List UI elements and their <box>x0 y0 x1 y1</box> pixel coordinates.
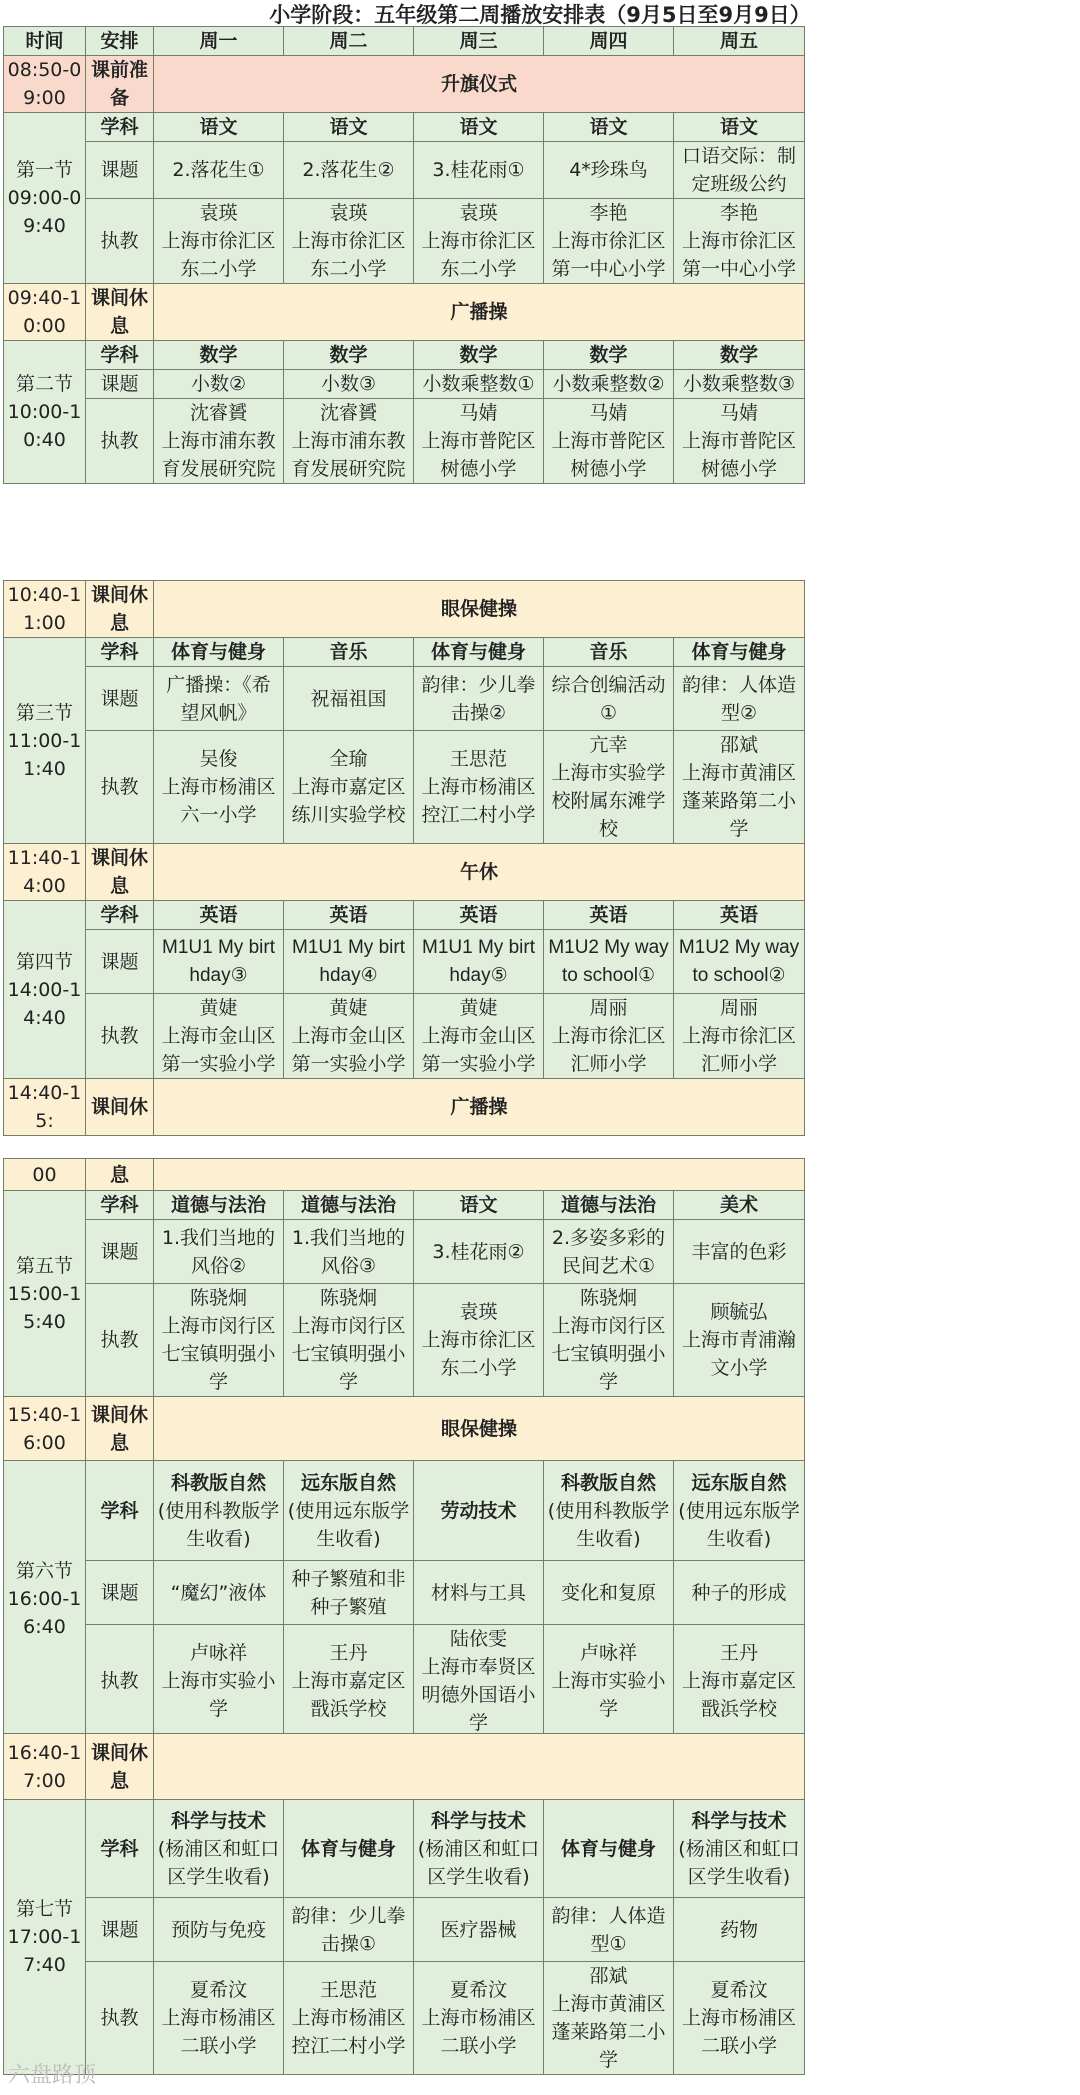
teacher-cell <box>414 1625 544 1738</box>
teacher-cell <box>544 1962 674 2075</box>
page-title: 小学阶段：五年级第二周播放安排表（9月5日至9月9日） <box>269 3 811 27</box>
teacher-name: 陈骁炯 <box>319 1287 377 1309</box>
period-3-teacher-row <box>4 731 805 844</box>
break-activity: 升旗仪式 <box>154 56 805 113</box>
teacher-name: 吴俊 <box>199 748 238 770</box>
period-5-cell <box>4 1191 86 1397</box>
subject-cell: 数学 <box>674 341 805 370</box>
break-time: 14:40-15: <box>4 1079 86 1136</box>
teacher-cell <box>544 199 674 284</box>
teacher-name: 卢咏祥 <box>579 1642 637 1664</box>
period-1-teacher-row <box>4 199 805 284</box>
period-6-teacher-row <box>4 1625 805 1738</box>
subject-cell: 数学 <box>154 341 284 370</box>
topic-cell: 种子的形成 <box>674 1561 805 1625</box>
period-time: 15:00-15:40 <box>7 1282 82 1333</box>
subject-cell: 语文 <box>414 1191 544 1220</box>
teacher-school: 上海市浦东教育发展研究院 <box>291 430 406 480</box>
teacher-cell <box>544 1284 674 1397</box>
subject-cell: 道德与法治 <box>544 1191 674 1220</box>
teacher-school: 上海市黄浦区蓬莱路第二小学 <box>551 1993 666 2071</box>
teacher-school: 上海市闵行区七宝镇明强小学 <box>161 1315 276 1393</box>
teacher-cell <box>414 731 544 844</box>
subject-cell <box>674 1461 805 1561</box>
teacher-name: 袁瑛 <box>199 202 238 224</box>
break-row <box>4 1734 805 1800</box>
subject-cell: 体育与健身 <box>154 638 284 667</box>
label-subject: 学科 <box>86 1461 154 1561</box>
topic-cell: 4*珍珠鸟 <box>544 142 674 199</box>
period-2-topic-row <box>4 370 805 399</box>
period-name: 第六节 <box>15 1560 73 1582</box>
period-time: 16:00-16:40 <box>7 1588 82 1638</box>
teacher-school: 上海市徐汇区东二小学 <box>421 230 536 280</box>
subject-cell: 数学 <box>414 341 544 370</box>
subject-cell <box>674 1800 805 1898</box>
break-type: 课间休息 <box>86 581 154 638</box>
subject-name: 远东版自然 <box>691 1471 787 1494</box>
topic-cell: 3.桂花雨① <box>414 142 544 199</box>
topic-cell: 材料与工具 <box>414 1561 544 1625</box>
subject-cell: 英语 <box>284 901 414 930</box>
subject-cell: 道德与法治 <box>154 1191 284 1220</box>
teacher-school: 上海市金山区第一实验小学 <box>421 1025 536 1075</box>
teacher-name: 王思范 <box>449 748 507 770</box>
header-tuesday: 周二 <box>284 27 414 56</box>
period-5-teacher-row <box>4 1284 805 1397</box>
watermark-logo: 六盘路顶 <box>8 2063 97 2088</box>
topic-cell: 广播操：《希望风帆》 <box>154 667 284 731</box>
teacher-name: 顾毓弘 <box>710 1301 768 1323</box>
subject-cell: 音乐 <box>544 638 674 667</box>
teacher-cell <box>414 199 544 284</box>
teacher-school: 上海市实验学校附属东滩学校 <box>551 762 666 840</box>
header-time: 时间 <box>4 27 86 56</box>
teacher-cell <box>284 1284 414 1397</box>
teacher-school: 上海市普陀区树德小学 <box>681 430 796 480</box>
period-name: 第四节 <box>15 950 73 973</box>
period-name: 第一节 <box>15 159 73 181</box>
break-row <box>4 1079 805 1136</box>
topic-cell: 2.落花生② <box>284 142 414 199</box>
teacher-cell <box>284 1962 414 2075</box>
topic-cell: 2.落花生① <box>154 142 284 199</box>
subject-cell: 语文 <box>544 113 674 142</box>
subject-note: (使用科教版学生收看) <box>157 1499 280 1550</box>
teacher-name: 马婧 <box>719 402 758 424</box>
subject-cell: 美术 <box>674 1191 805 1220</box>
topic-cell: 药物 <box>674 1898 805 1962</box>
break-activity <box>154 1734 805 1800</box>
period-1-topic-row <box>4 142 805 199</box>
topic-cell: “魔幻”液体 <box>154 1561 284 1625</box>
topic-cell: 祝福祖国 <box>284 667 414 731</box>
subject-note: (使用远东版学生收看) <box>678 1499 800 1550</box>
schedule-table-part-4 <box>3 1733 805 2075</box>
subject-cell <box>154 1461 284 1561</box>
teacher-school: 上海市奉贤区明德外国语小学 <box>421 1656 536 1734</box>
teacher-cell <box>674 399 805 484</box>
teacher-school: 上海市闵行区七宝镇明强小学 <box>291 1315 406 1393</box>
period-2-cell <box>4 341 86 484</box>
teacher-school: 上海市徐汇区东二小学 <box>291 230 406 280</box>
topic-cell: 小数乘整数② <box>544 370 674 399</box>
teacher-cell <box>674 1284 805 1397</box>
teacher-cell <box>544 731 674 844</box>
subject-cell: 体育与健身 <box>284 1800 414 1898</box>
teacher-cell <box>414 1284 544 1397</box>
teacher-name: 王思范 <box>319 1979 377 2001</box>
break-type: 课间休息 <box>86 284 154 341</box>
teacher-name: 黄婕 <box>459 997 498 1019</box>
subject-cell: 体育与健身 <box>674 638 805 667</box>
period-time: 10:00-10:40 <box>7 401 82 451</box>
label-teacher: 执教 <box>86 1962 154 2075</box>
subject-name: 科学与技术 <box>691 1809 787 1832</box>
break-activity-empty <box>154 1159 805 1191</box>
break-row <box>4 56 805 113</box>
break-activity: 广播操 <box>154 1079 805 1136</box>
teacher-school: 上海市杨浦区六一小学 <box>161 776 276 826</box>
period-name: 第三节 <box>15 701 73 724</box>
break-time: 09:40-10:00 <box>4 284 86 341</box>
topic-cell: M1U2 My way to school① <box>544 930 674 994</box>
period-2-teacher-row <box>4 399 805 484</box>
teacher-name: 沈睿贇 <box>189 402 247 424</box>
subject-cell <box>414 1800 544 1898</box>
subject-cell: 体育与健身 <box>544 1800 674 1898</box>
period-time: 09:00-09:40 <box>7 187 82 237</box>
teacher-name: 沈睿贇 <box>319 402 377 424</box>
teacher-name: 李艳 <box>589 202 628 224</box>
teacher-name: 夏希汶 <box>449 1979 507 2001</box>
period-time: 14:00-14:40 <box>7 978 82 1029</box>
topic-cell: 预防与免疫 <box>154 1898 284 1962</box>
teacher-cell <box>154 1284 284 1397</box>
subject-cell: 语文 <box>284 113 414 142</box>
subject-cell: 道德与法治 <box>284 1191 414 1220</box>
subject-name: 远东版自然 <box>300 1471 396 1494</box>
label-subject: 学科 <box>86 1191 154 1220</box>
topic-cell: 小数乘整数① <box>414 370 544 399</box>
topic-cell: M1U2 My way to school② <box>674 930 805 994</box>
teacher-school: 上海市杨浦区控江二村小学 <box>421 776 536 826</box>
teacher-name: 马婧 <box>589 402 628 424</box>
subject-cell: 劳动技术 <box>414 1461 544 1561</box>
break-time: 10:40-11:00 <box>4 581 86 638</box>
teacher-cell <box>154 731 284 844</box>
teacher-cell <box>284 199 414 284</box>
teacher-name: 周丽 <box>719 997 758 1019</box>
teacher-school: 上海市浦东教育发展研究院 <box>161 430 276 480</box>
teacher-name: 全瑜 <box>329 748 368 770</box>
label-topic: 课题 <box>86 1561 154 1625</box>
break-row <box>4 284 805 341</box>
teacher-school: 上海市徐汇区第一中心小学 <box>681 230 796 280</box>
teacher-school: 上海市徐汇区汇师小学 <box>551 1025 666 1075</box>
teacher-school: 上海市杨浦区二联小学 <box>681 2007 796 2057</box>
header-friday: 周五 <box>674 27 805 56</box>
subject-cell: 体育与健身 <box>414 638 544 667</box>
topic-cell: 2.多姿多彩的民间艺术① <box>544 1220 674 1284</box>
subject-cell: 英语 <box>544 901 674 930</box>
topic-cell: 小数乘整数③ <box>674 370 805 399</box>
label-teacher: 执教 <box>86 199 154 284</box>
teacher-cell <box>154 399 284 484</box>
teacher-cell <box>284 994 414 1079</box>
schedule-table-part-1 <box>3 26 805 484</box>
subject-cell: 英语 <box>154 901 284 930</box>
period-name: 第五节 <box>15 1254 73 1277</box>
teacher-name: 马婧 <box>459 402 498 424</box>
label-subject: 学科 <box>86 638 154 667</box>
teacher-school: 上海市青浦瀚文小学 <box>681 1329 796 1379</box>
subject-name: 科教版自然 <box>170 1471 266 1494</box>
period-5-topic-row <box>4 1220 805 1284</box>
break-activity: 广播操 <box>154 284 805 341</box>
break-type: 课间休息 <box>86 844 154 901</box>
teacher-cell <box>154 994 284 1079</box>
break-type: 课前准备 <box>86 56 154 113</box>
subject-note: (使用远东版学生收看) <box>287 1499 410 1550</box>
teacher-school: 上海市实验小学 <box>551 1670 666 1720</box>
teacher-name: 袁瑛 <box>459 1301 498 1323</box>
break-type: 课间休息 <box>86 1397 154 1461</box>
teacher-cell <box>284 399 414 484</box>
teacher-name: 夏希汶 <box>189 1979 247 2001</box>
teacher-cell <box>154 1962 284 2075</box>
teacher-school: 上海市普陀区树德小学 <box>551 430 666 480</box>
subject-cell: 数学 <box>284 341 414 370</box>
teacher-school: 上海市杨浦区控江二村小学 <box>291 2007 406 2057</box>
teacher-school: 上海市闵行区七宝镇明强小学 <box>551 1315 666 1393</box>
label-topic: 课题 <box>86 1220 154 1284</box>
subject-cell <box>544 1461 674 1561</box>
teacher-school: 上海市杨浦区二联小学 <box>161 2007 276 2057</box>
subject-cell: 语文 <box>674 113 805 142</box>
period-1-subject-row <box>4 113 805 142</box>
label-teacher: 执教 <box>86 1284 154 1397</box>
topic-cell: 韵律：人体造型② <box>674 667 805 731</box>
teacher-name: 王丹 <box>719 1642 758 1664</box>
subject-name: 科学与技术 <box>170 1809 266 1832</box>
period-6-topic-row <box>4 1561 805 1625</box>
label-topic: 课题 <box>86 142 154 199</box>
header-wednesday: 周三 <box>414 27 544 56</box>
header-row <box>4 27 805 56</box>
topic-cell: 韵律：少儿拳击操② <box>414 667 544 731</box>
topic-cell: 丰富的色彩 <box>674 1220 805 1284</box>
break-time: 08:50-09:00 <box>4 56 86 113</box>
period-3-topic-row <box>4 667 805 731</box>
teacher-cell <box>544 1625 674 1738</box>
teacher-name: 邵斌 <box>719 734 758 756</box>
topic-cell: 小数② <box>154 370 284 399</box>
period-7-subject-row <box>4 1800 805 1898</box>
topic-cell: 医疗器械 <box>414 1898 544 1962</box>
header-arrangement: 安排 <box>86 27 154 56</box>
teacher-name: 李艳 <box>719 202 758 224</box>
period-1-cell <box>4 113 86 284</box>
break-type: 息 <box>86 1159 154 1191</box>
topic-cell: 3.桂花雨② <box>414 1220 544 1284</box>
period-3-subject-row <box>4 638 805 667</box>
teacher-name: 王丹 <box>329 1642 368 1664</box>
label-teacher: 执教 <box>86 731 154 844</box>
teacher-cell <box>674 1625 805 1738</box>
teacher-school: 上海市杨浦区二联小学 <box>421 2007 536 2057</box>
label-subject: 学科 <box>86 1800 154 1898</box>
break-row-continued <box>4 1159 805 1191</box>
topic-cell: M1U1 My birthday④ <box>284 930 414 994</box>
schedule-table-part-3 <box>3 1158 805 1738</box>
teacher-school: 上海市嘉定区戬浜学校 <box>681 1670 796 1720</box>
teacher-school: 上海市黄浦区蓬莱路第二小学 <box>681 762 796 840</box>
teacher-name: 周丽 <box>589 997 628 1019</box>
subject-cell: 数学 <box>544 341 674 370</box>
break-row <box>4 844 805 901</box>
topic-cell: 种子繁殖和非种子繁殖 <box>284 1561 414 1625</box>
subject-note: (杨浦区和虹口区学生收看) <box>157 1837 280 1888</box>
period-7-topic-row <box>4 1898 805 1962</box>
label-teacher: 执教 <box>86 994 154 1079</box>
teacher-cell <box>544 994 674 1079</box>
subject-name: 科教版自然 <box>560 1471 656 1494</box>
break-time: 11:40-14:00 <box>4 844 86 901</box>
period-7-cell <box>4 1800 86 2075</box>
teacher-name: 袁瑛 <box>329 202 368 224</box>
teacher-school: 上海市实验小学 <box>161 1670 276 1720</box>
topic-cell: M1U1 My birthday③ <box>154 930 284 994</box>
teacher-cell <box>154 199 284 284</box>
teacher-cell <box>414 399 544 484</box>
period-7-teacher-row <box>4 1962 805 2075</box>
subject-cell: 英语 <box>414 901 544 930</box>
topic-cell: 变化和复原 <box>544 1561 674 1625</box>
teacher-cell <box>414 1962 544 2075</box>
teacher-school: 上海市普陀区树德小学 <box>421 430 536 480</box>
teacher-name: 邵斌 <box>589 1965 628 1987</box>
period-6-subject-row <box>4 1461 805 1561</box>
teacher-school: 上海市金山区第一实验小学 <box>161 1025 276 1075</box>
teacher-cell <box>674 199 805 284</box>
teacher-cell <box>674 994 805 1079</box>
period-name: 第七节 <box>15 1898 73 1920</box>
teacher-cell <box>544 399 674 484</box>
subject-note: (杨浦区和虹口区学生收看) <box>678 1837 800 1888</box>
label-subject: 学科 <box>86 113 154 142</box>
topic-cell: 韵律：人体造型① <box>544 1898 674 1962</box>
period-name: 第二节 <box>15 373 73 395</box>
topic-cell: 1.我们当地的风俗② <box>154 1220 284 1284</box>
subject-note: (杨浦区和虹口区学生收看) <box>417 1837 540 1888</box>
break-time: 00 <box>4 1159 86 1191</box>
subject-name: 科学与技术 <box>430 1809 526 1832</box>
period-4-subject-row <box>4 901 805 930</box>
break-activity: 眼保健操 <box>154 1397 805 1461</box>
teacher-school: 上海市嘉定区练川实验学校 <box>291 776 406 826</box>
label-subject: 学科 <box>86 901 154 930</box>
teacher-cell <box>674 731 805 844</box>
teacher-name: 陈骁炯 <box>189 1287 247 1309</box>
teacher-school: 上海市徐汇区汇师小学 <box>681 1025 796 1075</box>
teacher-school: 上海市徐汇区东二小学 <box>161 230 276 280</box>
label-topic: 课题 <box>86 370 154 399</box>
subject-cell <box>154 1800 284 1898</box>
topic-cell: 综合创编活动① <box>544 667 674 731</box>
label-topic: 课题 <box>86 930 154 994</box>
period-4-cell <box>4 901 86 1079</box>
schedule-table-part-2 <box>3 580 805 1136</box>
header-monday: 周一 <box>154 27 284 56</box>
label-topic: 课题 <box>86 1898 154 1962</box>
teacher-name: 黄婕 <box>329 997 368 1019</box>
label-subject: 学科 <box>86 341 154 370</box>
topic-cell: M1U1 My birthday⑤ <box>414 930 544 994</box>
teacher-name: 陈骁炯 <box>579 1287 637 1309</box>
period-2-subject-row <box>4 341 805 370</box>
teacher-school: 上海市嘉定区戬浜学校 <box>291 1670 406 1720</box>
break-activity: 眼保健操 <box>154 581 805 638</box>
header-thursday: 周四 <box>544 27 674 56</box>
label-topic: 课题 <box>86 667 154 731</box>
break-type: 课间休息 <box>86 1734 154 1800</box>
teacher-cell <box>154 1625 284 1738</box>
subject-note: (使用科教版学生收看) <box>547 1499 670 1550</box>
period-3-cell <box>4 638 86 844</box>
teacher-name: 黄婕 <box>199 997 238 1019</box>
period-5-subject-row <box>4 1191 805 1220</box>
teacher-name: 卢咏祥 <box>189 1642 247 1664</box>
subject-cell <box>284 1461 414 1561</box>
teacher-name: 亢幸 <box>589 734 628 756</box>
period-6-cell <box>4 1461 86 1738</box>
teacher-name: 夏希汶 <box>710 1979 768 2001</box>
teacher-school: 上海市徐汇区第一中心小学 <box>551 230 666 280</box>
topic-cell: 口语交际：制定班级公约 <box>674 142 805 199</box>
subject-cell: 语文 <box>154 113 284 142</box>
teacher-cell <box>284 1625 414 1738</box>
teacher-school: 上海市金山区第一实验小学 <box>291 1025 406 1075</box>
break-row <box>4 1397 805 1461</box>
subject-cell: 音乐 <box>284 638 414 667</box>
period-4-topic-row <box>4 930 805 994</box>
topic-cell: 韵律：少儿拳击操① <box>284 1898 414 1962</box>
teacher-name: 袁瑛 <box>459 202 498 224</box>
break-time: 16:40-17:00 <box>4 1734 86 1800</box>
break-type: 课间休 <box>86 1079 154 1136</box>
break-row <box>4 581 805 638</box>
topic-cell: 1.我们当地的风俗③ <box>284 1220 414 1284</box>
teacher-school: 上海市徐汇区东二小学 <box>421 1329 536 1379</box>
topic-cell: 小数③ <box>284 370 414 399</box>
teacher-cell <box>414 994 544 1079</box>
teacher-cell <box>674 1962 805 2075</box>
period-time: 11:00-11:40 <box>7 729 82 780</box>
break-time: 15:40-16:00 <box>4 1397 86 1461</box>
subject-cell: 语文 <box>414 113 544 142</box>
label-teacher: 执教 <box>86 399 154 484</box>
teacher-cell <box>284 731 414 844</box>
label-teacher: 执教 <box>86 1625 154 1738</box>
subject-cell: 英语 <box>674 901 805 930</box>
period-4-teacher-row <box>4 994 805 1079</box>
period-time: 17:00-17:40 <box>7 1926 82 1976</box>
teacher-name: 陆依雯 <box>449 1628 507 1650</box>
break-activity: 午休 <box>154 844 805 901</box>
